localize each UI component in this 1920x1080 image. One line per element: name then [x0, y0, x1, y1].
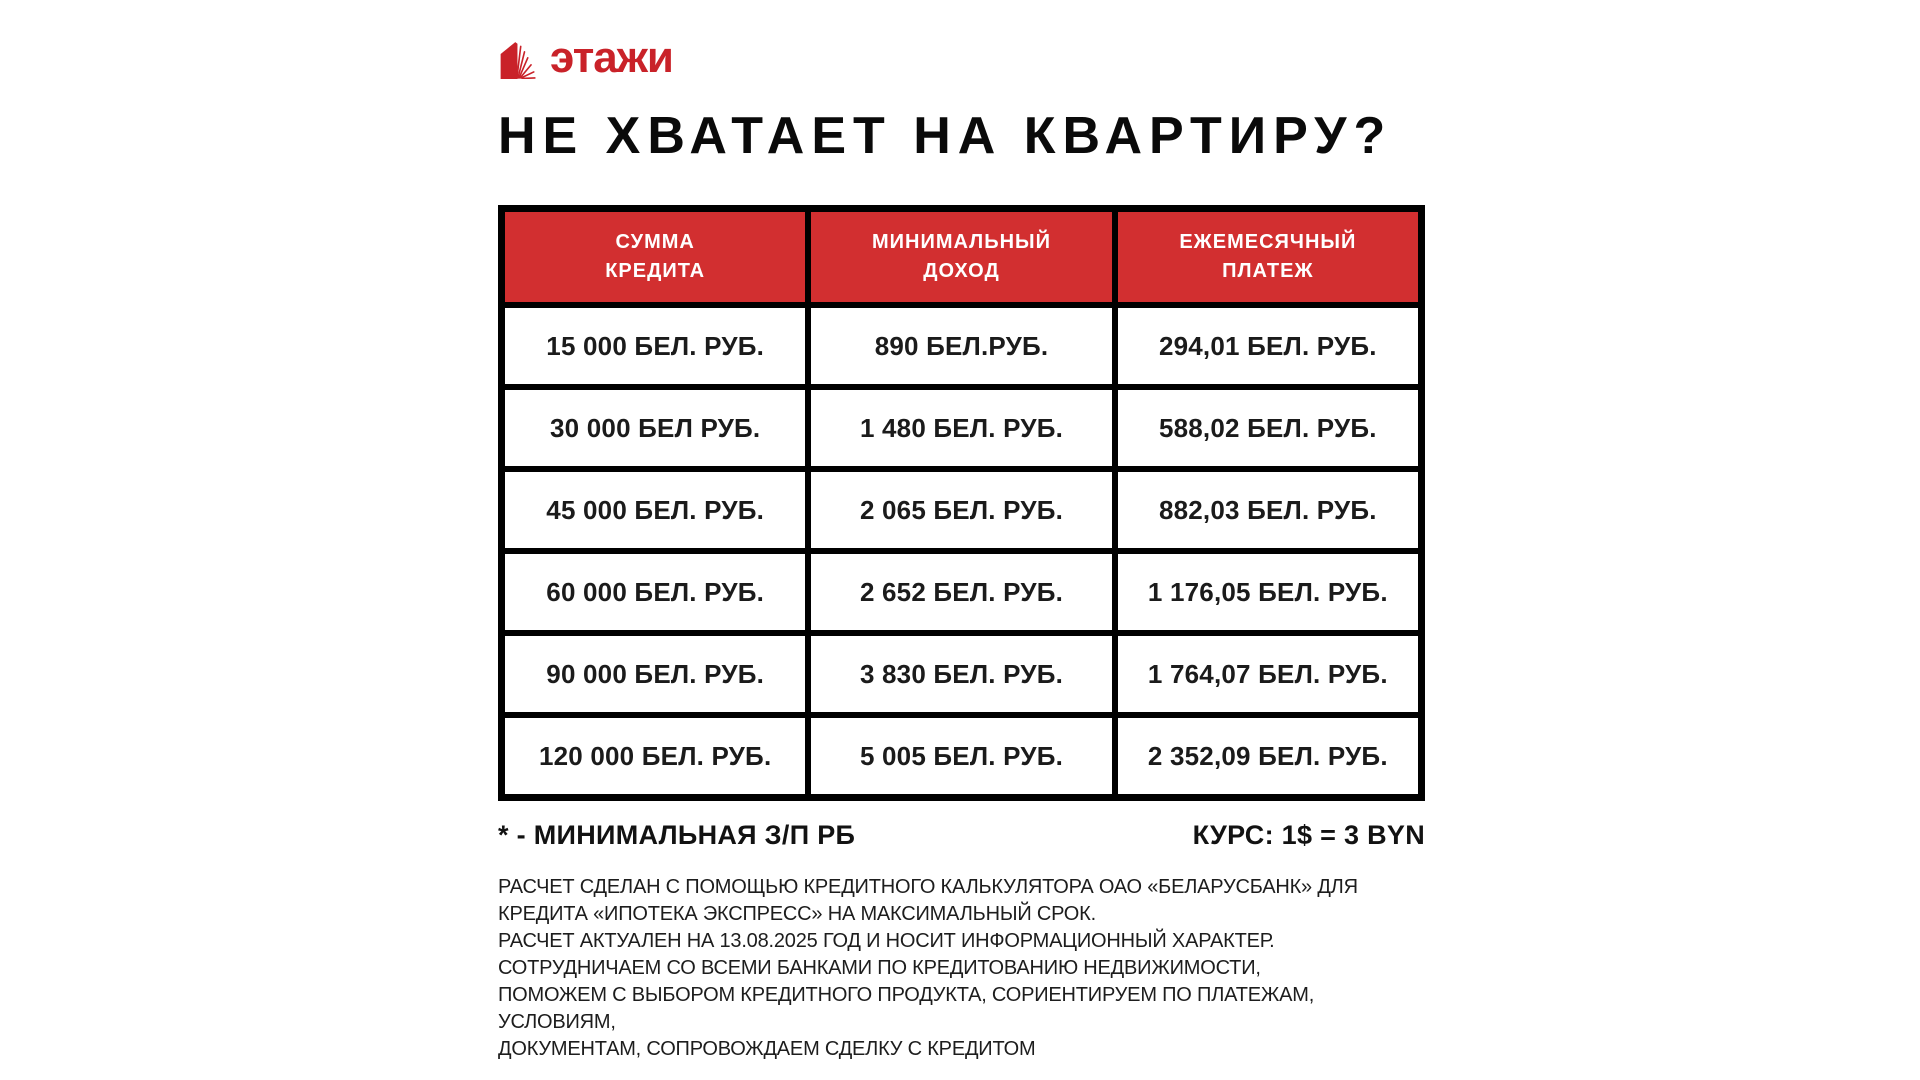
table-cell: 882,03 БЕЛ. РУБ. — [1118, 472, 1418, 548]
table-cell: 1 764,07 БЕЛ. РУБ. — [1118, 636, 1418, 712]
table-cell: 15 000 БЕЛ. РУБ. — [505, 308, 805, 384]
disclaimer-line: УСЛОВИЯМ, — [498, 1011, 616, 1033]
table-cell: 588,02 БЕЛ. РУБ. — [1118, 390, 1418, 466]
disclaimer-line: РАСЧЕТ АКТУАЛЕН НА 13.08.2025 ГОД И НОСИТ ИНФОРМАЦИОННЫЙ ХАРАКТЕР. — [498, 930, 1275, 952]
header-line: ЕЖЕМЕСЯЧНЫЙ — [1179, 231, 1357, 253]
house-fan-icon — [500, 41, 536, 79]
header-line: СУММА — [615, 231, 695, 253]
table-cell: 90 000 БЕЛ. РУБ. — [505, 636, 805, 712]
disclaimer-line: РАСЧЕТ СДЕЛАН С ПОМОЩЬЮ КРЕДИТНОГО КАЛЬКУЛЯТОРА ОАО «БЕЛАРУСБАНК» ДЛЯ — [498, 876, 1358, 898]
table-cell: 120 000 БЕЛ. РУБ. — [505, 718, 805, 794]
disclaimer-line: ПОМОЖЕМ С ВЫБОРОМ КРЕДИТНОГО ПРОДУКТА, СОРИЕНТИРУЕМ ПО ПЛАТЕЖАМ, — [498, 984, 1315, 1006]
table-cell: 60 000 БЕЛ. РУБ. — [505, 554, 805, 630]
table-header-credit-sum — [505, 212, 805, 302]
table-cell: 3 830 БЕЛ. РУБ. — [811, 636, 1111, 712]
table-header-monthly-payment — [1118, 212, 1418, 302]
table-cell: 890 БЕЛ.РУБ. — [811, 308, 1111, 384]
table-cell: 30 000 БЕЛ РУБ. — [505, 390, 805, 466]
table-cell: 1 480 БЕЛ. РУБ. — [811, 390, 1111, 466]
credit-table — [498, 205, 1425, 801]
disclaimer-line: СОТРУДНИЧАЕМ СО ВСЕМИ БАНКАМИ ПО КРЕДИТОВАНИЮ НЕДВИЖИМОСТИ, — [498, 957, 1261, 979]
footnote-exchange-rate: КУРС: 1$ = 3 BYN — [1192, 820, 1425, 850]
table-cell: 2 352,09 БЕЛ. РУБ. — [1118, 718, 1418, 794]
header-line: ДОХОД — [923, 260, 1000, 282]
table-cell: 294,01 БЕЛ. РУБ. — [1118, 308, 1418, 384]
page-title: НЕ ХВАТАЕТ НА КВАРТИРУ? — [498, 107, 1393, 165]
table-cell: 45 000 БЕЛ. РУБ. — [505, 472, 805, 548]
table-cell: 5 005 БЕЛ. РУБ. — [811, 718, 1111, 794]
brand-logo — [500, 33, 673, 84]
footnote-row — [498, 820, 1425, 851]
footnote-min-salary: * - МИНИМАЛЬНАЯ З/П РБ — [498, 820, 856, 850]
table-cell: 2 652 БЕЛ. РУБ. — [811, 554, 1111, 630]
header-line: ПЛАТЕЖ — [1222, 260, 1314, 282]
table-cell: 1 176,05 БЕЛ. РУБ. — [1118, 554, 1418, 630]
header-line: КРЕДИТА — [605, 260, 706, 282]
disclaimer-line: КРЕДИТА «ИПОТЕКА ЭКСПРЕСС» НА МАКСИМАЛЬНЫЙ СРОК. — [498, 903, 1096, 925]
disclaimer-line: ДОКУМЕНТАМ, СОПРОВОЖДАЕМ СДЕЛКУ С КРЕДИТОМ — [498, 1038, 1036, 1060]
header-line: МИНИМАЛЬНЫЙ — [871, 231, 1051, 253]
table-header-min-income — [811, 212, 1111, 302]
disclaimer-text — [498, 874, 1458, 1063]
table-cell: 2 065 БЕЛ. РУБ. — [811, 472, 1111, 548]
brand-wordmark: этажи — [550, 33, 673, 82]
